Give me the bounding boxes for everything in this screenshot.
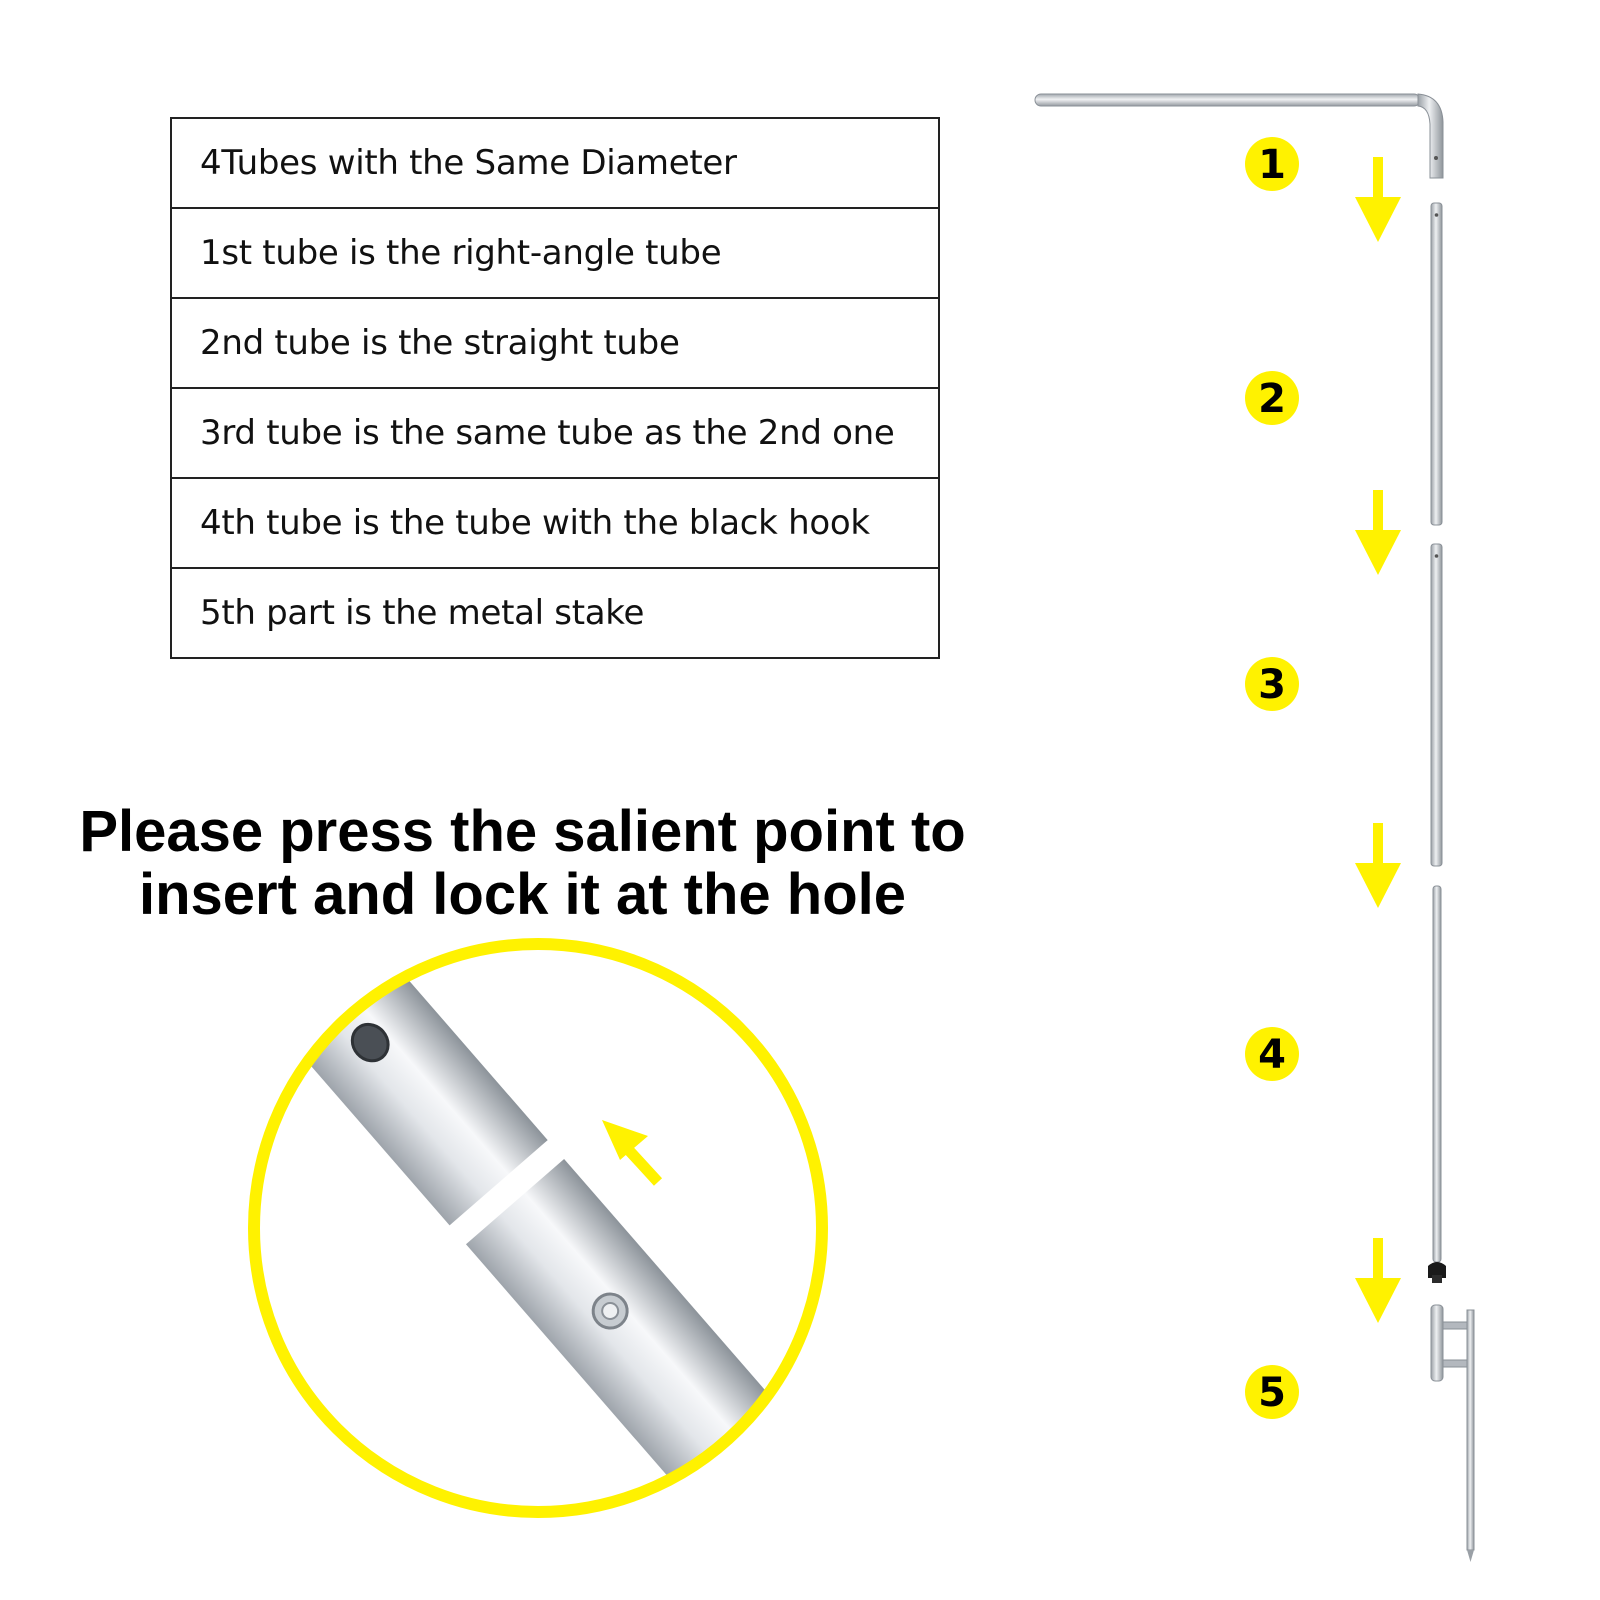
table-cell: 2nd tube is the straight tube (171, 298, 939, 388)
down-arrow-icon (1355, 823, 1401, 908)
step-badge-2 (1245, 371, 1299, 425)
step-badge-1 (1245, 137, 1299, 191)
up-left-arrow-icon (602, 1120, 658, 1182)
step-number: 3 (1258, 662, 1286, 708)
pole-assembly (1035, 94, 1474, 1562)
step-number: 5 (1258, 1370, 1286, 1416)
metal-stake (1431, 1305, 1474, 1562)
table-cell: 3rd tube is the same tube as the 2nd one (171, 388, 939, 478)
step-badge-4 (1245, 1027, 1299, 1081)
lower-tube-section (466, 1159, 800, 1516)
tube-2-straight (1431, 203, 1442, 525)
table-cell: 1st tube is the right-angle tube (171, 208, 939, 298)
step-number: 4 (1258, 1032, 1286, 1078)
table-cell: 4th tube is the tube with the black hook (171, 478, 939, 568)
down-arrow-icon (1355, 1238, 1401, 1323)
down-arrow-icon (1355, 157, 1401, 242)
down-arrow-icon (1355, 490, 1401, 575)
table-cell: 4Tubes with the Same Diameter (171, 118, 939, 208)
instruction-line-2: insert and lock it at the hole (138, 862, 907, 927)
tube-3-straight (1431, 544, 1442, 866)
step-number: 2 (1258, 376, 1286, 422)
step-number: 1 (1258, 142, 1286, 188)
step-badge-5 (1245, 1365, 1299, 1419)
table-cell: 5th part is the metal stake (171, 568, 939, 658)
instruction-line-1: Please press the salient point to (79, 799, 966, 864)
zoom-detail (253, 914, 822, 1516)
tube-4-black-hook (1428, 886, 1446, 1283)
step-badge-3 (1245, 657, 1299, 711)
